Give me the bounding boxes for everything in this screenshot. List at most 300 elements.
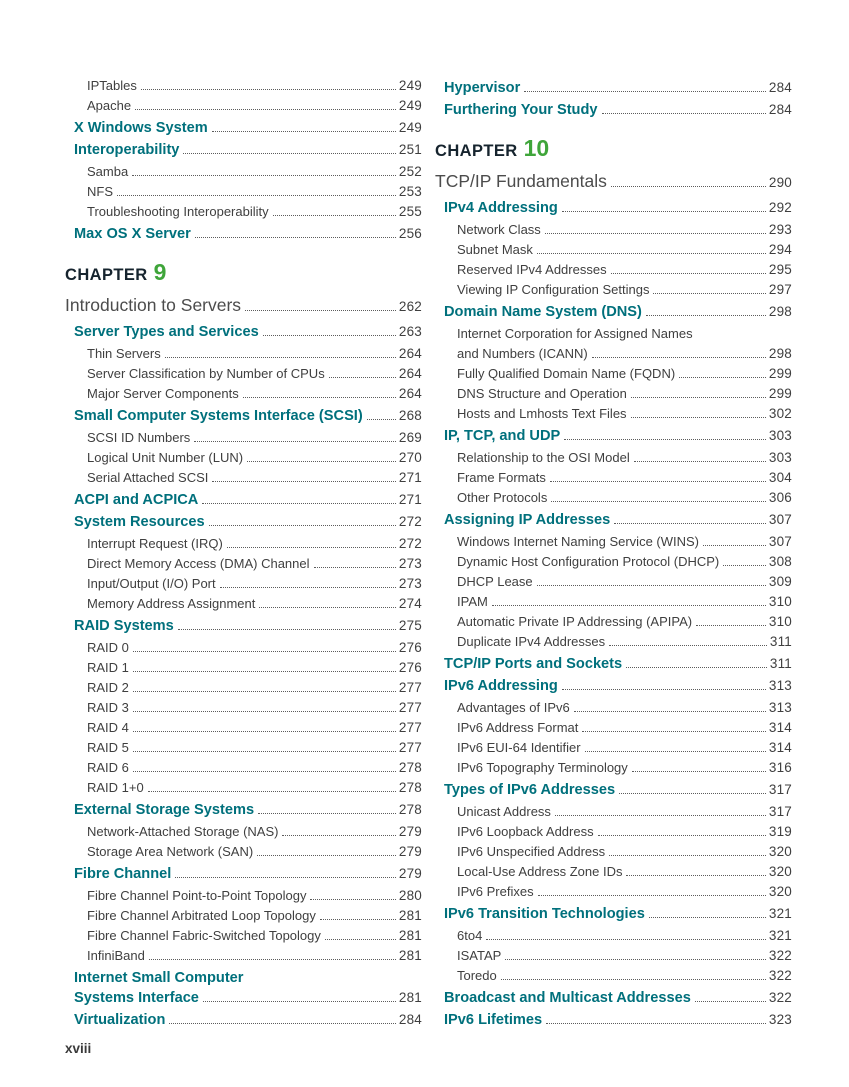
entry-row [87, 718, 422, 738]
dot-leader [582, 731, 765, 732]
sub-entry [435, 946, 792, 966]
sub-entry [65, 534, 422, 554]
entry-page-number: 311 [769, 634, 792, 649]
dot-leader [611, 273, 766, 274]
entry-row [87, 886, 422, 906]
entry-row [444, 302, 792, 322]
entry-label: Server Types and Services [74, 324, 259, 340]
entry-page-number: 303 [768, 450, 792, 465]
entry-label: RAID 4 [87, 720, 129, 735]
entry-label: IPv6 EUI-64 Identifier [457, 740, 581, 755]
dot-leader [133, 731, 396, 732]
sub-entry [435, 488, 792, 508]
section-entry [65, 968, 422, 1008]
toc-column-2 [435, 76, 792, 1032]
section-entry [435, 510, 792, 530]
sub-entry [65, 698, 422, 718]
entry-page-number: 276 [398, 660, 422, 675]
entry-row [74, 140, 422, 160]
entry-label: Serial Attached SCSI [87, 470, 209, 485]
dot-leader [564, 439, 766, 440]
entry-row [87, 468, 422, 488]
section-entry [65, 118, 422, 138]
entry-page-number: 271 [398, 492, 422, 507]
entry-label: Furthering Your Study [444, 102, 598, 118]
dot-leader [212, 481, 395, 482]
entry-row [87, 448, 422, 468]
toc-column-1 [65, 76, 422, 1032]
chapter-heading [65, 259, 422, 289]
entry-page-number: 297 [768, 282, 792, 297]
entry-label: RAID 1+0 [87, 780, 144, 795]
dot-leader [320, 919, 396, 920]
dot-leader [202, 503, 396, 504]
entry-label: IPv6 Transition Technologies [444, 906, 645, 922]
section-entry [435, 654, 792, 674]
dot-leader [310, 899, 395, 900]
entry-label: DHCP Lease [457, 574, 533, 589]
entry-row [87, 778, 422, 798]
entry-row [444, 100, 792, 120]
dot-leader [562, 211, 766, 212]
entry-row [457, 632, 792, 652]
entry-row [457, 532, 792, 552]
dot-leader [486, 939, 766, 940]
sub-entry [65, 946, 422, 966]
dot-leader [538, 895, 766, 896]
entry-label: IPv6 Unspecified Address [457, 844, 606, 859]
entry-page-number: 284 [768, 80, 792, 95]
entry-page-number: 306 [768, 490, 792, 505]
entry-label: Interrupt Request (IRQ) [87, 536, 223, 551]
entry-page-number: 277 [398, 680, 422, 695]
entry-page-number: 272 [398, 536, 422, 551]
sub-entry [65, 162, 422, 182]
entry-label: and Numbers (ICANN) [457, 346, 588, 361]
sub-entry [435, 632, 792, 652]
section-entry [65, 1010, 422, 1030]
entry-row [457, 926, 792, 946]
sub-entry [435, 280, 792, 300]
entry-page-number: 307 [768, 534, 792, 549]
sub-entry [435, 552, 792, 572]
sub-entry [65, 638, 422, 658]
entry-label: Automatic Private IP Addressing (APIPA) [457, 614, 693, 629]
sub-entry [65, 448, 422, 468]
entry-row [457, 966, 792, 986]
entry-page-number: 278 [398, 802, 422, 817]
entry-page-number: 290 [768, 175, 792, 190]
entry-label: Systems Interface [74, 990, 199, 1006]
entry-label: Storage Area Network (SAN) [87, 844, 254, 859]
entry-label: IPv6 Loopback Address [457, 824, 594, 839]
entry-label: Other Protocols [457, 490, 548, 505]
entry-label: Subnet Mask [457, 242, 533, 257]
entry-label: Hosts and Lmhosts Text Files [457, 406, 627, 421]
chapter-label: CHAPTER [65, 266, 148, 284]
section-entry [435, 676, 792, 696]
entry-page-number: 309 [768, 574, 792, 589]
sub-entry [435, 612, 792, 632]
dot-leader [148, 791, 396, 792]
entry-page-number: 314 [768, 720, 792, 735]
entry-label: Network-Attached Storage (NAS) [87, 824, 279, 839]
chapter-label: CHAPTER [435, 142, 518, 160]
chapter-number: 9 [153, 259, 167, 285]
entry-row [444, 654, 792, 674]
entry-row [87, 554, 422, 574]
entry-label: RAID 1 [87, 660, 129, 675]
entry-label: Unicast Address [457, 804, 551, 819]
dot-leader [614, 523, 766, 524]
entry-page-number: 308 [768, 554, 792, 569]
entry-row [444, 510, 792, 530]
entry-label: Windows Internet Naming Service (WINS) [457, 534, 700, 549]
entry-label-line: Internet Corporation for Assigned Names [457, 326, 693, 341]
entry-label: IP, TCP, and UDP [444, 428, 561, 444]
entry-label: Hypervisor [444, 80, 521, 96]
entry-page-number: 251 [398, 142, 422, 157]
entry-page-number: 273 [398, 576, 422, 591]
entry-page-number: 304 [768, 470, 792, 485]
entry-row [74, 118, 422, 138]
entry-page-number: 277 [398, 720, 422, 735]
entry-page-number: 299 [768, 366, 792, 381]
entry-page-number: 320 [768, 864, 792, 879]
entry-page-number: 294 [768, 242, 792, 257]
sub-entry [435, 926, 792, 946]
dot-leader [178, 629, 396, 630]
sub-entry [65, 428, 422, 448]
entry-page-number: 316 [768, 760, 792, 775]
entry-label: System Resources [74, 514, 205, 530]
entry-page-number: 277 [398, 700, 422, 715]
dot-leader [592, 357, 766, 358]
dot-leader [282, 835, 395, 836]
section-entry [435, 426, 792, 446]
dot-leader [133, 771, 396, 772]
sub-entry [435, 448, 792, 468]
dot-leader [133, 671, 396, 672]
dot-leader [679, 377, 766, 378]
entry-label: Advantages of IPv6 [457, 700, 570, 715]
entry-row [457, 552, 792, 572]
entry-row [444, 904, 792, 924]
entry-row [457, 344, 792, 364]
sub-entry [65, 554, 422, 574]
entry-page-number: 272 [398, 514, 422, 529]
sub-entry [435, 404, 792, 424]
entry-row [457, 718, 792, 738]
entry-label: Reserved IPv4 Addresses [457, 262, 607, 277]
entry-label: X Windows System [74, 120, 208, 136]
entry-page-number: 281 [398, 928, 422, 943]
entry-label: Frame Formats [457, 470, 546, 485]
section-entry [65, 512, 422, 532]
entry-page-number: 292 [768, 200, 792, 215]
entry-label: Fibre Channel Arbitrated Loop Topology [87, 908, 316, 923]
entry-row [87, 658, 422, 678]
chapter-heading [435, 135, 792, 165]
entry-page-number: 256 [398, 226, 422, 241]
dot-leader [653, 293, 765, 294]
dot-leader [537, 253, 766, 254]
entry-page-number: 295 [768, 262, 792, 277]
sub-entry [65, 822, 422, 842]
entry-label-line: Internet Small Computer [74, 970, 244, 986]
dot-leader [619, 793, 766, 794]
dot-leader [245, 310, 396, 311]
entry-label: Thin Servers [87, 346, 161, 361]
entry-page-number: 249 [398, 98, 422, 113]
sub-entry [65, 76, 422, 96]
entry-row [457, 468, 792, 488]
dot-leader [117, 195, 396, 196]
entry-label: Troubleshooting Interoperability [87, 204, 269, 219]
dot-leader [524, 91, 766, 92]
entry-label: Fibre Channel Point-to-Point Topology [87, 888, 307, 903]
entry-row [74, 800, 422, 820]
section-entry [65, 224, 422, 244]
entry-page-number: 249 [398, 78, 422, 93]
sub-entry [435, 364, 792, 384]
dot-leader [574, 711, 766, 712]
entry-page-number: 274 [398, 596, 422, 611]
entry-label: Logical Unit Number (LUN) [87, 450, 244, 465]
sub-entry [435, 822, 792, 842]
entry-row [87, 738, 422, 758]
dot-leader [537, 585, 766, 586]
entry-page-number: 270 [398, 450, 422, 465]
dot-leader [314, 567, 396, 568]
entry-label: NFS [87, 184, 113, 199]
entry-label: Local-Use Address Zone IDs [457, 864, 623, 879]
entry-page-number: 249 [398, 120, 422, 135]
sub-entry [65, 468, 422, 488]
entry-row [87, 534, 422, 554]
sub-entry [65, 758, 422, 778]
entry-label: 6to4 [457, 928, 483, 943]
entry-label: IPTables [87, 78, 137, 93]
entry-row [444, 426, 792, 446]
entry-page-number: 277 [398, 740, 422, 755]
entry-label: IPv6 Prefixes [457, 884, 534, 899]
entry-row [87, 162, 422, 182]
section-entry [435, 78, 792, 98]
entry-row [74, 406, 422, 426]
entry-label: IPAM [457, 594, 488, 609]
entry-page-number: 284 [768, 102, 792, 117]
section-entry [65, 864, 422, 884]
sub-entry [435, 802, 792, 822]
entry-row [74, 224, 422, 244]
entry-label: Assigning IP Addresses [444, 512, 611, 528]
dot-leader [551, 501, 766, 502]
entry-label: IPv6 Topography Terminology [457, 760, 628, 775]
entry-page-number: 279 [398, 866, 422, 881]
dot-leader [195, 237, 396, 238]
section-entry [65, 322, 422, 342]
dot-leader [611, 186, 766, 187]
entry-row [444, 78, 792, 98]
dot-leader [585, 751, 766, 752]
sub-entry [65, 658, 422, 678]
entry-row [87, 906, 422, 926]
entry-page-number: 273 [398, 556, 422, 571]
entry-page-number: 284 [398, 1012, 422, 1027]
entry-page-number: 279 [398, 844, 422, 859]
sub-entry [65, 738, 422, 758]
entry-label: Types of IPv6 Addresses [444, 782, 616, 798]
entry-page-number: 314 [768, 740, 792, 755]
entry-page-number: 303 [768, 428, 792, 443]
dot-leader [133, 751, 396, 752]
dot-leader [646, 315, 766, 316]
entry-row [457, 260, 792, 280]
sub-entry [65, 842, 422, 862]
entry-label: Dynamic Host Configuration Protocol (DHCP) [457, 554, 720, 569]
entry-label: Interoperability [74, 142, 180, 158]
sub-entry [435, 862, 792, 882]
entry-page-number: 298 [768, 304, 792, 319]
section-entry [435, 302, 792, 322]
dot-leader [247, 461, 396, 462]
entry-page-number: 317 [768, 782, 792, 797]
sub-entry [435, 572, 792, 592]
entry-row [457, 612, 792, 632]
sub-entry [65, 926, 422, 946]
entry-label: Viewing IP Configuration Settings [457, 282, 650, 297]
entry-row [457, 946, 792, 966]
sub-entry [65, 384, 422, 404]
entry-page-number: 302 [768, 406, 792, 421]
entry-row [74, 1010, 422, 1030]
dot-leader [632, 771, 766, 772]
entry-label: IPv4 Addressing [444, 200, 558, 216]
sub-entry [65, 678, 422, 698]
entry-row [87, 594, 422, 614]
sub-entry [65, 574, 422, 594]
sub-entry [65, 344, 422, 364]
entry-label: RAID 5 [87, 740, 129, 755]
entry-page-number: 252 [398, 164, 422, 179]
entry-page-number: 322 [768, 968, 792, 983]
entry-row [87, 638, 422, 658]
entry-row [87, 946, 422, 966]
entry-row [87, 926, 422, 946]
entry-page-number: 269 [398, 430, 422, 445]
sub-entry [65, 906, 422, 926]
section-entry [435, 904, 792, 924]
dot-leader [141, 89, 396, 90]
dot-leader [149, 959, 396, 960]
entry-label: Duplicate IPv4 Addresses [457, 634, 606, 649]
dot-leader [273, 215, 396, 216]
entry-label: TCP/IP Ports and Sockets [444, 656, 623, 672]
section-entry [435, 198, 792, 218]
entry-page-number: 313 [768, 700, 792, 715]
entry-label: RAID 0 [87, 640, 129, 655]
entry-label: ACPI and ACPICA [74, 492, 199, 508]
sub-entry [435, 260, 792, 280]
entry-page-number: 279 [398, 824, 422, 839]
entry-row [444, 780, 792, 800]
section-entry [65, 616, 422, 636]
entry-row [87, 384, 422, 404]
entry-label: External Storage Systems [74, 802, 255, 818]
entry-row [457, 822, 792, 842]
chapter-title-entry [435, 170, 792, 194]
dot-leader [135, 109, 396, 110]
sub-entry [65, 364, 422, 384]
sub-entry [435, 718, 792, 738]
dot-leader [501, 979, 766, 980]
entry-page-number: 276 [398, 640, 422, 655]
dot-leader [631, 397, 766, 398]
entry-label: Apache [87, 98, 132, 113]
entry-page-number: 319 [768, 824, 792, 839]
entry-page-number: 275 [398, 618, 422, 633]
entry-page-number: 268 [398, 408, 422, 423]
entry-row [87, 822, 422, 842]
entry-label: Domain Name System (DNS) [444, 304, 642, 320]
entry-page-number: 320 [768, 844, 792, 859]
entry-page-number: 263 [398, 324, 422, 339]
entry-row [65, 294, 422, 318]
section-entry [435, 100, 792, 120]
entry-page-number: 321 [768, 906, 792, 921]
entry-row [457, 220, 792, 240]
entry-label: IPv6 Addressing [444, 678, 558, 694]
dot-leader [602, 113, 766, 114]
sub-entry [435, 240, 792, 260]
entry-page-number: 253 [398, 184, 422, 199]
entry-row [444, 676, 792, 696]
dot-leader [227, 547, 396, 548]
chapter-number: 10 [523, 135, 550, 161]
sub-entry [435, 966, 792, 986]
dot-leader [194, 441, 396, 442]
entry-page-number: 281 [398, 948, 422, 963]
dot-leader [626, 875, 765, 876]
section-entry [65, 140, 422, 160]
section-entry [65, 406, 422, 426]
sub-entry [435, 842, 792, 862]
entry-page-number: 278 [398, 760, 422, 775]
dot-leader [626, 667, 767, 668]
section-entry [435, 780, 792, 800]
entry-row [87, 76, 422, 96]
entry-label: Small Computer Systems Interface (SCSI) [74, 408, 363, 424]
dot-leader [492, 605, 766, 606]
entry-row [457, 802, 792, 822]
sub-entry [435, 220, 792, 240]
dot-leader [695, 1001, 766, 1002]
dot-leader [209, 525, 396, 526]
dot-leader [259, 607, 396, 608]
entry-row [74, 322, 422, 342]
dot-leader [183, 153, 395, 154]
entry-label: Fully Qualified Domain Name (FQDN) [457, 366, 676, 381]
sub-entry [65, 182, 422, 202]
entry-row [87, 428, 422, 448]
entry-page-number: 280 [398, 888, 422, 903]
entry-page-number: 271 [398, 470, 422, 485]
entry-row [457, 842, 792, 862]
entry-label: Memory Address Assignment [87, 596, 256, 611]
entry-row [87, 758, 422, 778]
entry-label: Fibre Channel Fabric-Switched Topology [87, 928, 321, 943]
